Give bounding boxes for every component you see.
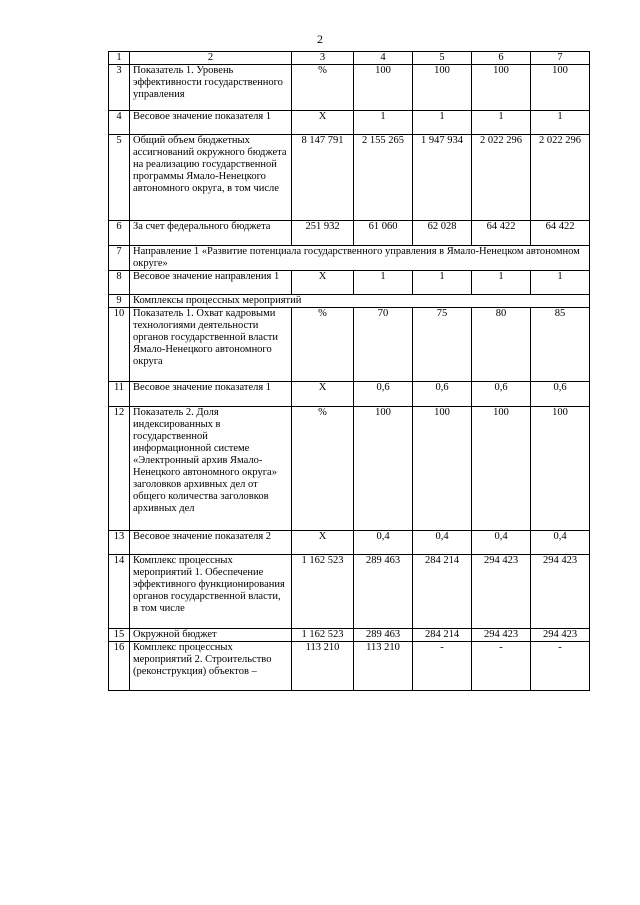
row-number: 9: [109, 295, 130, 308]
row-unit: 1 162 523: [292, 629, 354, 642]
row-value: 0,4: [531, 531, 590, 555]
row-unit: %: [292, 407, 354, 531]
row-value: -: [531, 642, 590, 691]
program-table: [108, 51, 590, 691]
row-name: Показатель 1. Уровень эффективности государственного управления: [130, 65, 292, 111]
row-number: 4: [109, 111, 130, 135]
row-value: 2 022 296: [472, 135, 531, 221]
header-cell: 6: [472, 52, 531, 65]
page-number: 2: [317, 32, 323, 46]
row-number: 15: [109, 629, 130, 642]
row-value: 294 423: [472, 629, 531, 642]
row-value: 1: [413, 271, 472, 295]
table-row: [109, 531, 590, 555]
header-cell: 3: [292, 52, 354, 65]
row-value: -: [472, 642, 531, 691]
row-name: Комплекс процессных мероприятий 2. Строительство (реконструкция) объектов –: [130, 642, 292, 691]
row-number: 13: [109, 531, 130, 555]
header-row: [109, 52, 590, 65]
row-name: Общий объем бюджетных ассигнований окружного бюджета на реализацию государственной программы Ямало-Ненецкого автономного округа, в том числе: [130, 135, 292, 221]
row-name: Окружной бюджет: [130, 629, 292, 642]
row-unit: 113 210: [292, 642, 354, 691]
row-value: 64 422: [472, 221, 531, 246]
row-value: 1: [531, 271, 590, 295]
row-value: 0,6: [413, 382, 472, 407]
section-title: Направление 1 «Развитие потенциала государственного управления в Ямало-Ненецком автономном округе»: [130, 246, 590, 271]
header-cell: 2: [130, 52, 292, 65]
table-row: [109, 308, 590, 382]
row-number: 10: [109, 308, 130, 382]
row-unit: 251 932: [292, 221, 354, 246]
row-number: 5: [109, 135, 130, 221]
row-value: 64 422: [531, 221, 590, 246]
header-cell: 7: [531, 52, 590, 65]
row-value: 289 463: [354, 555, 413, 629]
row-name: За счет федерального бюджета: [130, 221, 292, 246]
row-number: 14: [109, 555, 130, 629]
row-value: 294 423: [531, 555, 590, 629]
row-value: 1: [413, 111, 472, 135]
row-unit: Х: [292, 382, 354, 407]
row-value: -: [413, 642, 472, 691]
row-unit: Х: [292, 111, 354, 135]
row-number: 7: [109, 246, 130, 271]
row-name: Весовое значение направления 1: [130, 271, 292, 295]
row-value: 100: [472, 65, 531, 111]
header-cell: 4: [354, 52, 413, 65]
row-value: 70: [354, 308, 413, 382]
table-row: [109, 221, 590, 246]
row-value: 75: [413, 308, 472, 382]
table-row: [109, 642, 590, 691]
row-number: 16: [109, 642, 130, 691]
row-unit: 1 162 523: [292, 555, 354, 629]
row-value: 1: [531, 111, 590, 135]
row-value: 1 947 934: [413, 135, 472, 221]
row-value: 294 423: [472, 555, 531, 629]
row-value: 1: [472, 271, 531, 295]
row-value: 100: [531, 65, 590, 111]
table-body: [109, 52, 590, 691]
row-value: 0,4: [354, 531, 413, 555]
row-value: 0,4: [413, 531, 472, 555]
row-number: 12: [109, 407, 130, 531]
header-cell: 1: [109, 52, 130, 65]
table-row: [109, 295, 590, 308]
row-name: Показатель 2. Доля индексированных в государственной информационной системе «Электронный архив Ямало-Ненецкого автономного округа» заголовков архивных дел от общего количества заголовков архивных дел: [130, 407, 292, 531]
table-row: [109, 111, 590, 135]
row-value: 100: [354, 65, 413, 111]
row-name: Весовое значение показателя 2: [130, 531, 292, 555]
row-value: 0,6: [354, 382, 413, 407]
row-name: Весовое значение показателя 1: [130, 382, 292, 407]
table-row: [109, 65, 590, 111]
row-value: 294 423: [531, 629, 590, 642]
row-value: 61 060: [354, 221, 413, 246]
row-value: 1: [472, 111, 531, 135]
row-name: Показатель 1. Охват кадровыми технологиями деятельности органов государственной власти Ямало-Ненецкого автономного округа: [130, 308, 292, 382]
row-value: 1: [354, 111, 413, 135]
row-value: 100: [472, 407, 531, 531]
row-value: 100: [531, 407, 590, 531]
table-row: [109, 555, 590, 629]
row-value: 100: [354, 407, 413, 531]
row-number: 11: [109, 382, 130, 407]
table-row: [109, 135, 590, 221]
row-unit: %: [292, 65, 354, 111]
row-number: 8: [109, 271, 130, 295]
header-cell: 5: [413, 52, 472, 65]
row-unit: Х: [292, 271, 354, 295]
row-value: 289 463: [354, 629, 413, 642]
row-number: 6: [109, 221, 130, 246]
row-value: 62 028: [413, 221, 472, 246]
row-value: 100: [413, 407, 472, 531]
table-row: [109, 629, 590, 642]
row-unit: Х: [292, 531, 354, 555]
row-number: 3: [109, 65, 130, 111]
row-value: 0,6: [472, 382, 531, 407]
row-value: 284 214: [413, 555, 472, 629]
row-value: 0,4: [472, 531, 531, 555]
row-value: 0,6: [531, 382, 590, 407]
row-value: 113 210: [354, 642, 413, 691]
row-value: 100: [413, 65, 472, 111]
row-value: 2 155 265: [354, 135, 413, 221]
table-row: [109, 407, 590, 531]
row-name: Весовое значение показателя 1: [130, 111, 292, 135]
table-row: [109, 382, 590, 407]
row-unit: %: [292, 308, 354, 382]
row-value: 85: [531, 308, 590, 382]
row-value: 1: [354, 271, 413, 295]
row-value: 80: [472, 308, 531, 382]
row-unit: 8 147 791: [292, 135, 354, 221]
table-row: [109, 271, 590, 295]
row-value: 284 214: [413, 629, 472, 642]
row-value: 2 022 296: [531, 135, 590, 221]
table-row: [109, 246, 590, 271]
section-title: Комплексы процессных мероприятий: [130, 295, 590, 308]
row-name: Комплекс процессных мероприятий 1. Обеспечение эффективного функционирования органов государственной власти, в том числе: [130, 555, 292, 629]
